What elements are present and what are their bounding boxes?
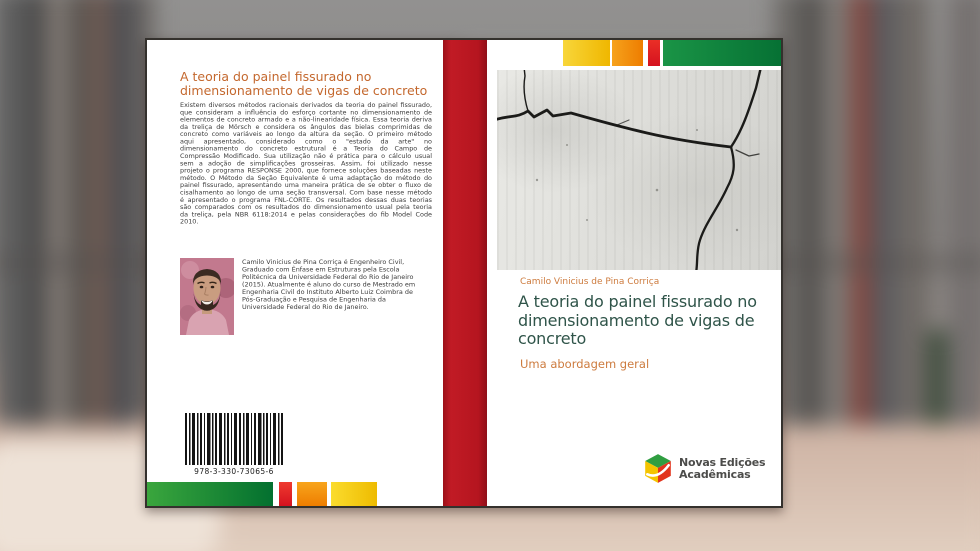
- back-cover: [147, 40, 443, 506]
- color-segment-green: [663, 40, 781, 66]
- bookshelf-stripe: [803, 0, 821, 435]
- front-subtitle: Uma abordagem geral: [520, 357, 650, 371]
- back-cover-blurb: [180, 102, 432, 248]
- back-bottom-color-bar: [147, 482, 443, 506]
- front-author-name: Camilo Vinicius de Pina Corriça: [520, 277, 660, 287]
- bookshelf-stripe: [948, 0, 980, 435]
- front-top-color-bar: [487, 40, 781, 66]
- bookshelf-stripe: [88, 0, 110, 435]
- isbn-number: 978-3-330-73065-6: [194, 467, 274, 476]
- color-segment-yellow: [563, 40, 610, 66]
- author-bio-text: Camilo Vinicius de Pina Corriça é Engenheiro Civil, Graduado com Ênfase em Estruturas pela Escola Politécnica da Universidade Federal do Rio de Janeiro (2015). Atualmente é aluno do curso de Mestrado em Engenharia Civil do Instituto Alberto Luiz Coimbra de Pós-Graduação e Pesquisa de Engenharia da Universidade Federal do Rio de Janeiro.: [242, 258, 416, 311]
- color-segment-red: [648, 40, 660, 66]
- bookshelf-stripe: [70, 0, 88, 430]
- front-cover: [487, 40, 781, 506]
- back-cover-title: A teoria do painel fissurado no dimensionamento de vigas de concreto: [180, 69, 428, 98]
- bookshelf-stripe: [44, 0, 70, 435]
- bookshelf-stripe: [28, 0, 44, 430]
- author-photo: [180, 258, 234, 335]
- bookshelf-stripe: [871, 0, 895, 435]
- bookshelf-stripe: [851, 0, 871, 430]
- author-portrait-illustration: [180, 258, 234, 335]
- color-segment-yellow: [331, 482, 377, 506]
- bookshelf-stripe: [110, 0, 134, 430]
- back-cover-blurb-text: Existem diversos métodos racionais derivados da teoria do painel fissurado, que consideram a influência do esforço cortante no dimensionamento de elementos de concreto armado e a não-linearidade física. Essa teoria deriva da treliça de Mörsch e considera os ângulos das bielas comprimidas de concreto como variáveis ao longo da altura da seção. O primeiro método aqui apresentado, considerado como o "estado da arte" no dimensionamento do concreto estrutural é a Teoria do Campo de Compressão Modificado. Sua utilização não é prática para o cálculo usual sem a adoção de simplificações grosseiras. Assim, foi utilizado nesse projeto o programa RESPONSE 2000, que fornece soluções baseadas neste método. O Método da Seção Equivalente é uma adaptação do método do painel fissurado, apresentando uma maneira prática de se obter o fluxo de cisalhamento ao longo de uma seção transversal. Com base nesse método é apresentado o programa FNL-CORTE. Os resultados dessas duas teorias são comparados com os resultados do dimensionamento usual pela teoria da treliça, pela NBR 6118:2014 e pelas considerações do fib Model Code 2010.: [180, 101, 432, 226]
- color-segment-red: [279, 482, 292, 506]
- publisher-name-line1: Novas Edições: [679, 456, 766, 470]
- publisher-logo: [643, 453, 765, 485]
- barcode: [185, 413, 283, 465]
- book-spine: [443, 40, 487, 506]
- crack-illustration: [497, 70, 781, 270]
- bookshelf-stripe: [895, 0, 929, 440]
- color-segment-orange: [612, 40, 643, 66]
- publisher-name-line2: Acadêmicas: [679, 468, 751, 481]
- barcode-block: [185, 413, 283, 476]
- publisher-hexagon-icon: [643, 453, 673, 485]
- color-segment-green: [147, 482, 273, 506]
- bookshelf-stripe: [821, 0, 851, 440]
- front-title: A teoria do painel fissurado no dimensionamento de vigas de concreto: [518, 292, 757, 349]
- cracked-concrete-photo: [497, 70, 781, 270]
- color-segment-orange: [297, 482, 327, 506]
- book-cover-spread: [145, 38, 783, 508]
- publisher-name: [679, 457, 765, 481]
- author-bio: [242, 259, 426, 364]
- bookshelf-stripe: [0, 0, 29, 440]
